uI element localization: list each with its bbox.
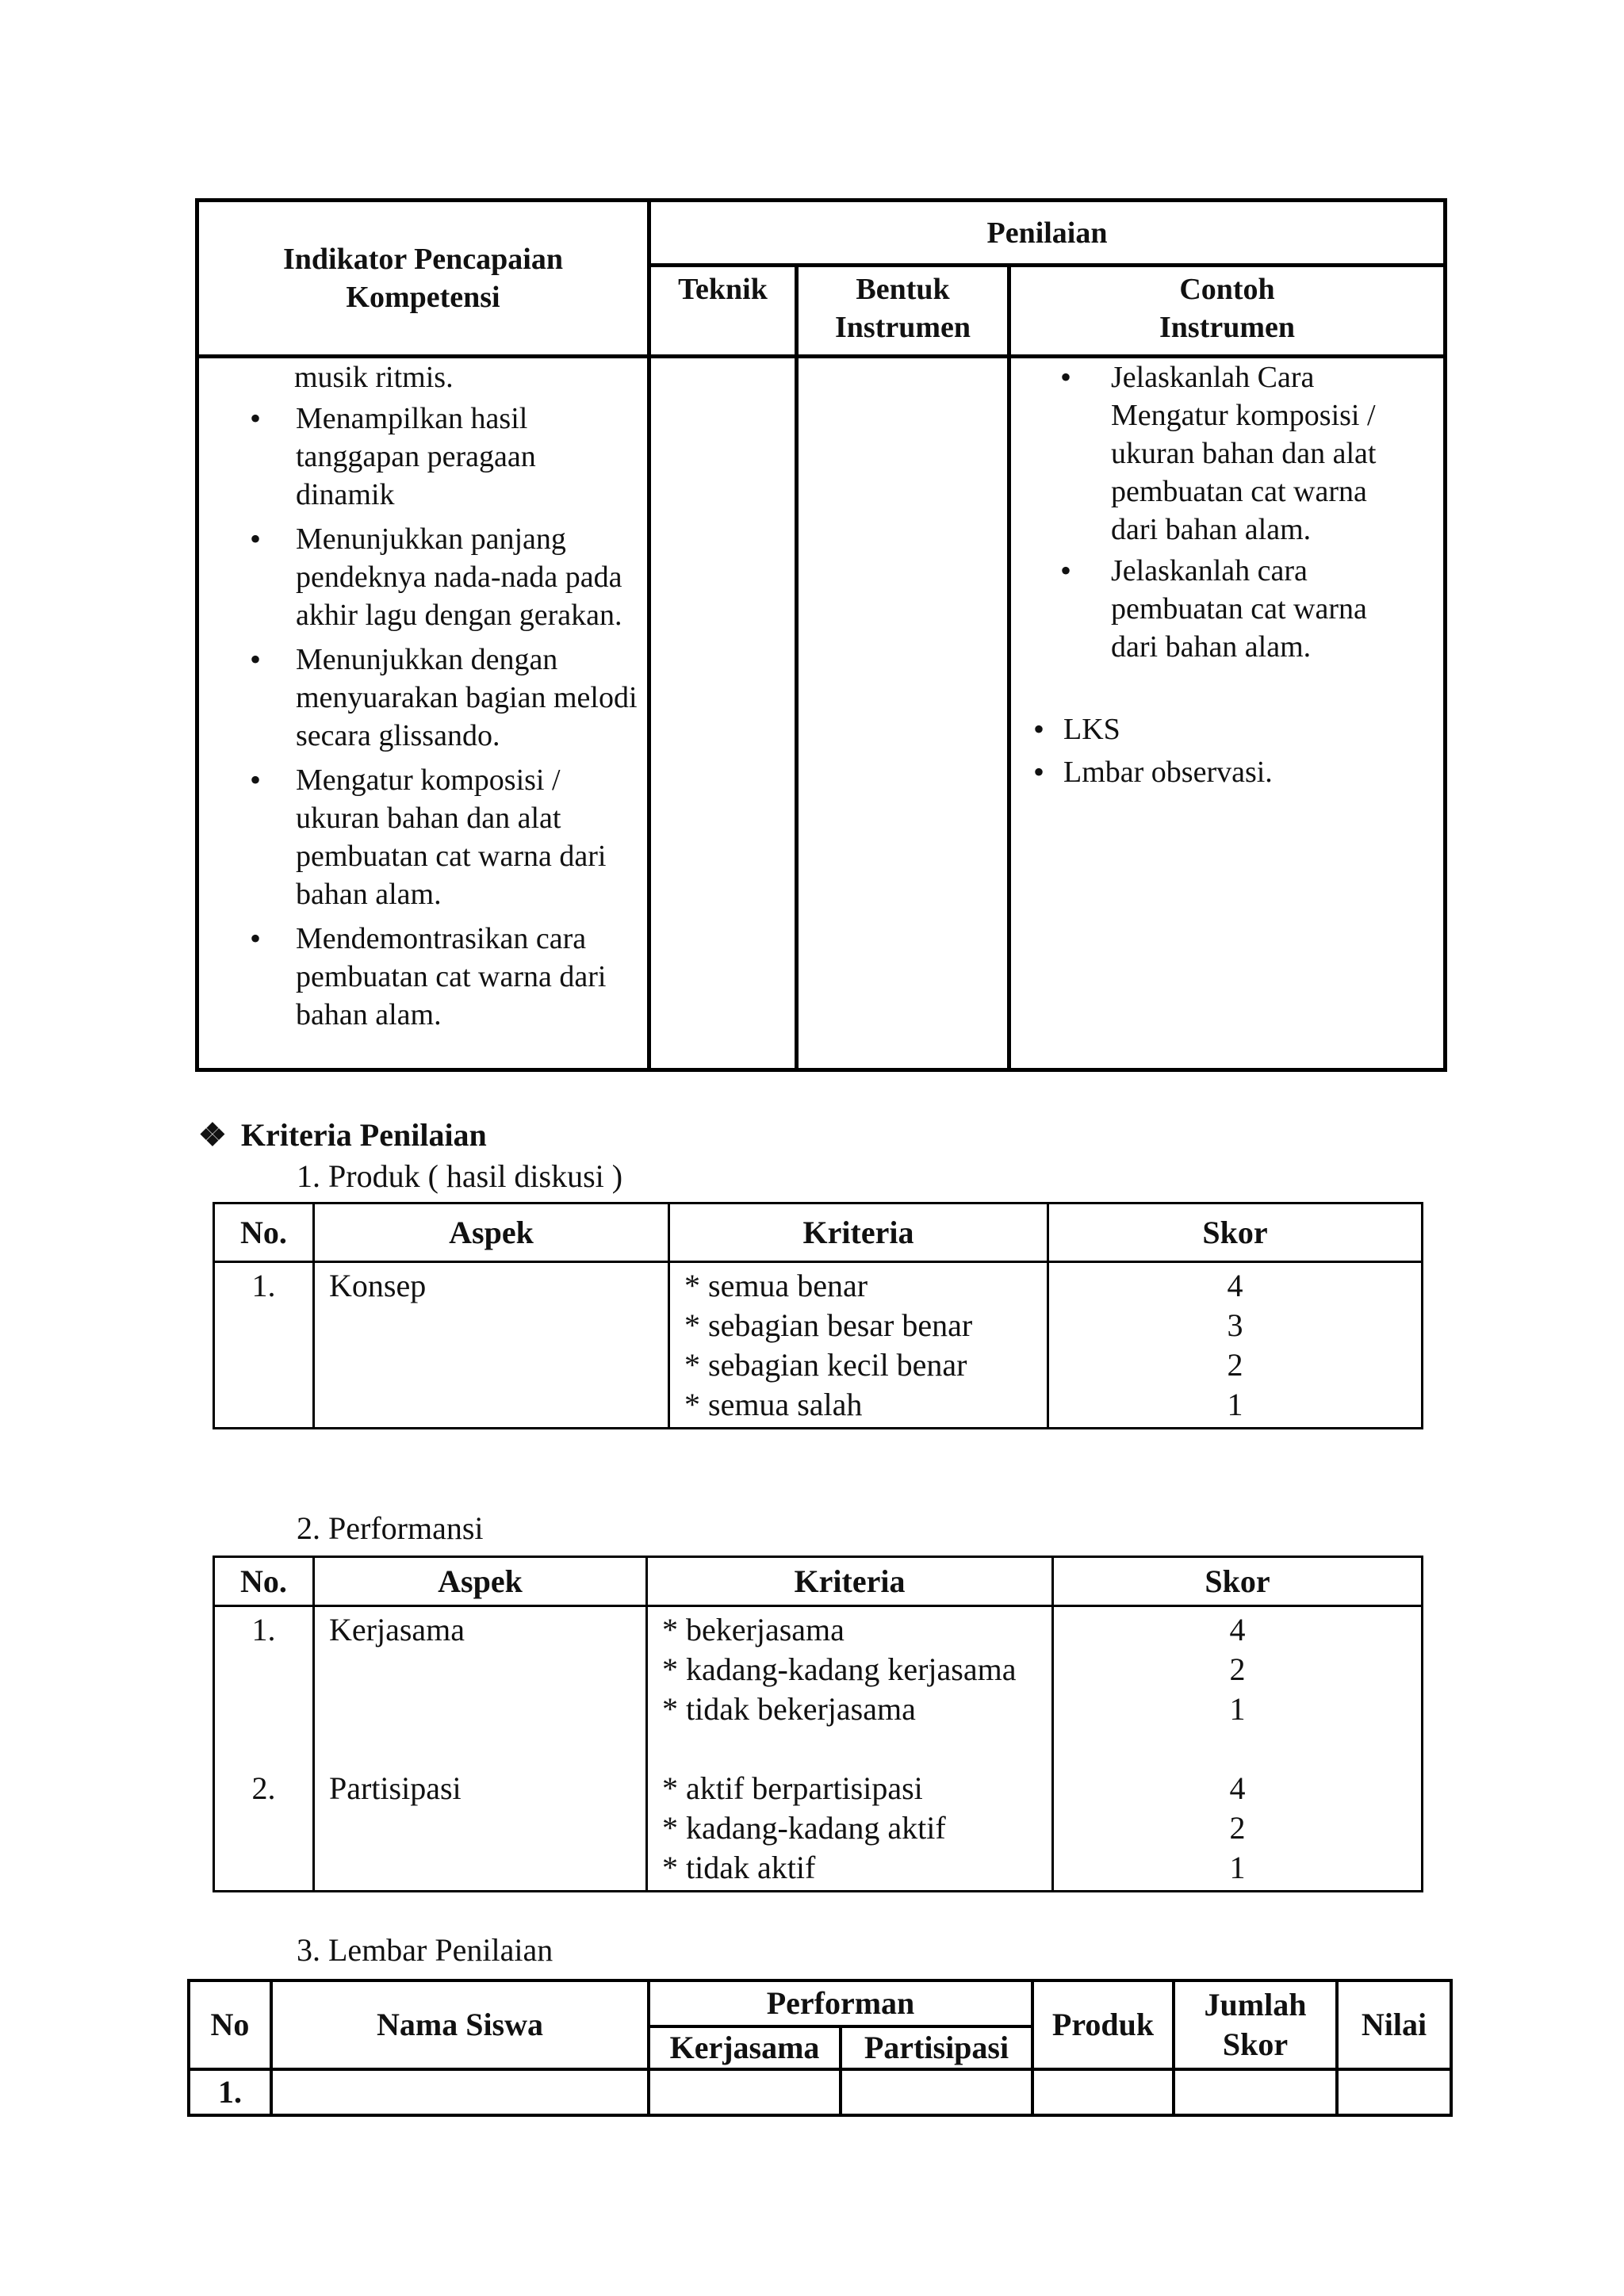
kriteria-title: Kriteria Penilaian — [240, 1117, 487, 1153]
contoh-item: • Jelaskanlah Cara Mengatur komposisi / ukuran bahan dan alat pembuatan cat warna dari bahan alam. — [1011, 358, 1411, 549]
col-nama-header: Nama Siswa — [271, 1980, 649, 2069]
bentuk-header: Bentuk Instrumen — [797, 266, 1009, 357]
kriteria-line: * bekerjasama — [662, 1612, 845, 1647]
kriteria-line: * semua salah — [684, 1387, 863, 1422]
kriteria-line: * sebagian besar benar — [684, 1307, 973, 1343]
teknik-cell — [649, 357, 797, 1070]
bentuk-cell — [797, 357, 1009, 1070]
kriteria-heading — [198, 1116, 487, 1154]
no-line: 1. — [251, 1612, 276, 1647]
skor-line: 2 — [1229, 1651, 1246, 1687]
diamond-bullet-icon: ❖ — [198, 1117, 227, 1153]
col-aspek-header: Aspek — [314, 1203, 669, 1262]
col-no-header: No — [189, 1980, 271, 2069]
kriteria-line: * tidak bekerjasama — [662, 1691, 916, 1727]
indicator-item: • Menampilkan hasil tanggapan peragaan dinamik — [199, 400, 639, 514]
kriteria-line: * kadang-kadang aktif — [662, 1810, 946, 1846]
contoh-small-item: • Lmbar observasi. — [1011, 753, 1443, 791]
skor-line: 3 — [1227, 1307, 1243, 1343]
col-aspek-header: Aspek — [314, 1557, 647, 1606]
competency-table — [195, 198, 1447, 1072]
indicator-continuation: musik ritmis. — [294, 361, 454, 394]
row-nama — [271, 2069, 649, 2115]
col-kriteria-header: Kriteria — [647, 1557, 1053, 1606]
row-kriteria — [647, 1606, 1053, 1892]
skor-line: 4 — [1229, 1612, 1246, 1647]
table-row — [214, 1606, 1423, 1892]
col-skor-header: Skor — [1053, 1557, 1423, 1606]
table-row — [214, 1262, 1423, 1429]
indicator-item: • Mengatur komposisi / ukuran bahan dan alat pembuatan cat warna dari bahan alam. — [199, 761, 639, 913]
col-performan-header: Performan — [649, 1980, 1032, 2026]
kriteria-line: * sebagian kecil benar — [684, 1347, 967, 1383]
kriteria-line: * tidak aktif — [662, 1850, 816, 1885]
performansi-subtitle: 2. Performansi — [297, 1510, 484, 1546]
col-no-header: No. — [214, 1557, 314, 1606]
produk-table — [213, 1202, 1423, 1429]
lembar-subtitle: 3. Lembar Penilaian — [297, 1932, 553, 1968]
row-no: 1. — [214, 1262, 314, 1429]
contoh-small-list — [1011, 710, 1443, 791]
row-kriteria — [669, 1262, 1048, 1429]
skor-line: 4 — [1229, 1770, 1246, 1806]
skor-line: 4 — [1227, 1268, 1243, 1303]
row-kerjasama — [649, 2069, 841, 2115]
contoh-small-item: • LKS — [1011, 710, 1443, 748]
row-nilai — [1337, 2069, 1451, 2115]
row-skor — [1053, 1606, 1423, 1892]
col-produk-header: Produk — [1032, 1980, 1174, 2069]
col-skor-header: Skor — [1048, 1203, 1423, 1262]
table-row — [189, 2069, 1451, 2115]
col-no-header: No. — [214, 1203, 314, 1262]
lembar-table — [187, 1979, 1453, 2117]
indicator-item: • Menunjukkan panjang pendeknya nada-nada pada akhir lagu dengan gerakan. — [199, 520, 639, 634]
row-no: 1. — [189, 2069, 271, 2115]
skor-line: 2 — [1227, 1347, 1243, 1383]
col-kriteria-header: Kriteria — [669, 1203, 1048, 1262]
aspek-line: Partisipasi — [329, 1770, 462, 1806]
indicator-item: • Mendemontrasikan cara pembuatan cat warna dari bahan alam. — [199, 920, 639, 1034]
col-nilai-header: Nilai — [1337, 1980, 1451, 2069]
skor-line: 1 — [1229, 1691, 1246, 1727]
skor-line: 1 — [1229, 1850, 1246, 1885]
col-jumlah-header: Jumlah Skor — [1174, 1980, 1337, 2069]
indicator-cell — [197, 357, 649, 1070]
kriteria-line: * semua benar — [684, 1268, 868, 1303]
indicator-list — [199, 400, 647, 1034]
skor-line: 1 — [1227, 1387, 1243, 1422]
penilaian-header: Penilaian — [649, 201, 1446, 266]
contoh-cell — [1009, 357, 1446, 1070]
aspek-line: Kerjasama — [329, 1612, 465, 1647]
no-line: 2. — [251, 1770, 276, 1806]
row-aspek: Konsep — [314, 1262, 669, 1429]
performansi-table — [213, 1556, 1423, 1892]
kriteria-line: * kadang-kadang kerjasama — [662, 1651, 1017, 1687]
row-skor — [1048, 1262, 1423, 1429]
indicator-item: • Menunjukkan dengan menyuarakan bagian melodi secara glissando. — [199, 641, 639, 755]
indicator-header: Indikator Pencapaian Kompetensi — [197, 201, 649, 357]
col-kerjasama-header: Kerjasama — [649, 2026, 841, 2069]
row-aspek — [314, 1606, 647, 1892]
row-no — [214, 1606, 314, 1892]
col-partisipasi-header: Partisipasi — [841, 2026, 1032, 2069]
row-jumlah — [1174, 2069, 1337, 2115]
contoh-header: Contoh Instrumen — [1009, 266, 1446, 357]
kriteria-line: * aktif berpartisipasi — [662, 1770, 923, 1806]
teknik-header: Teknik — [649, 266, 797, 357]
contoh-item: • Jelaskanlah cara pembuatan cat warna dari bahan alam. — [1011, 552, 1411, 666]
produk-subtitle: 1. Produk ( hasil diskusi ) — [297, 1158, 623, 1194]
row-partisipasi — [841, 2069, 1032, 2115]
contoh-list — [1011, 358, 1443, 666]
row-produk — [1032, 2069, 1174, 2115]
skor-line: 2 — [1229, 1810, 1246, 1846]
